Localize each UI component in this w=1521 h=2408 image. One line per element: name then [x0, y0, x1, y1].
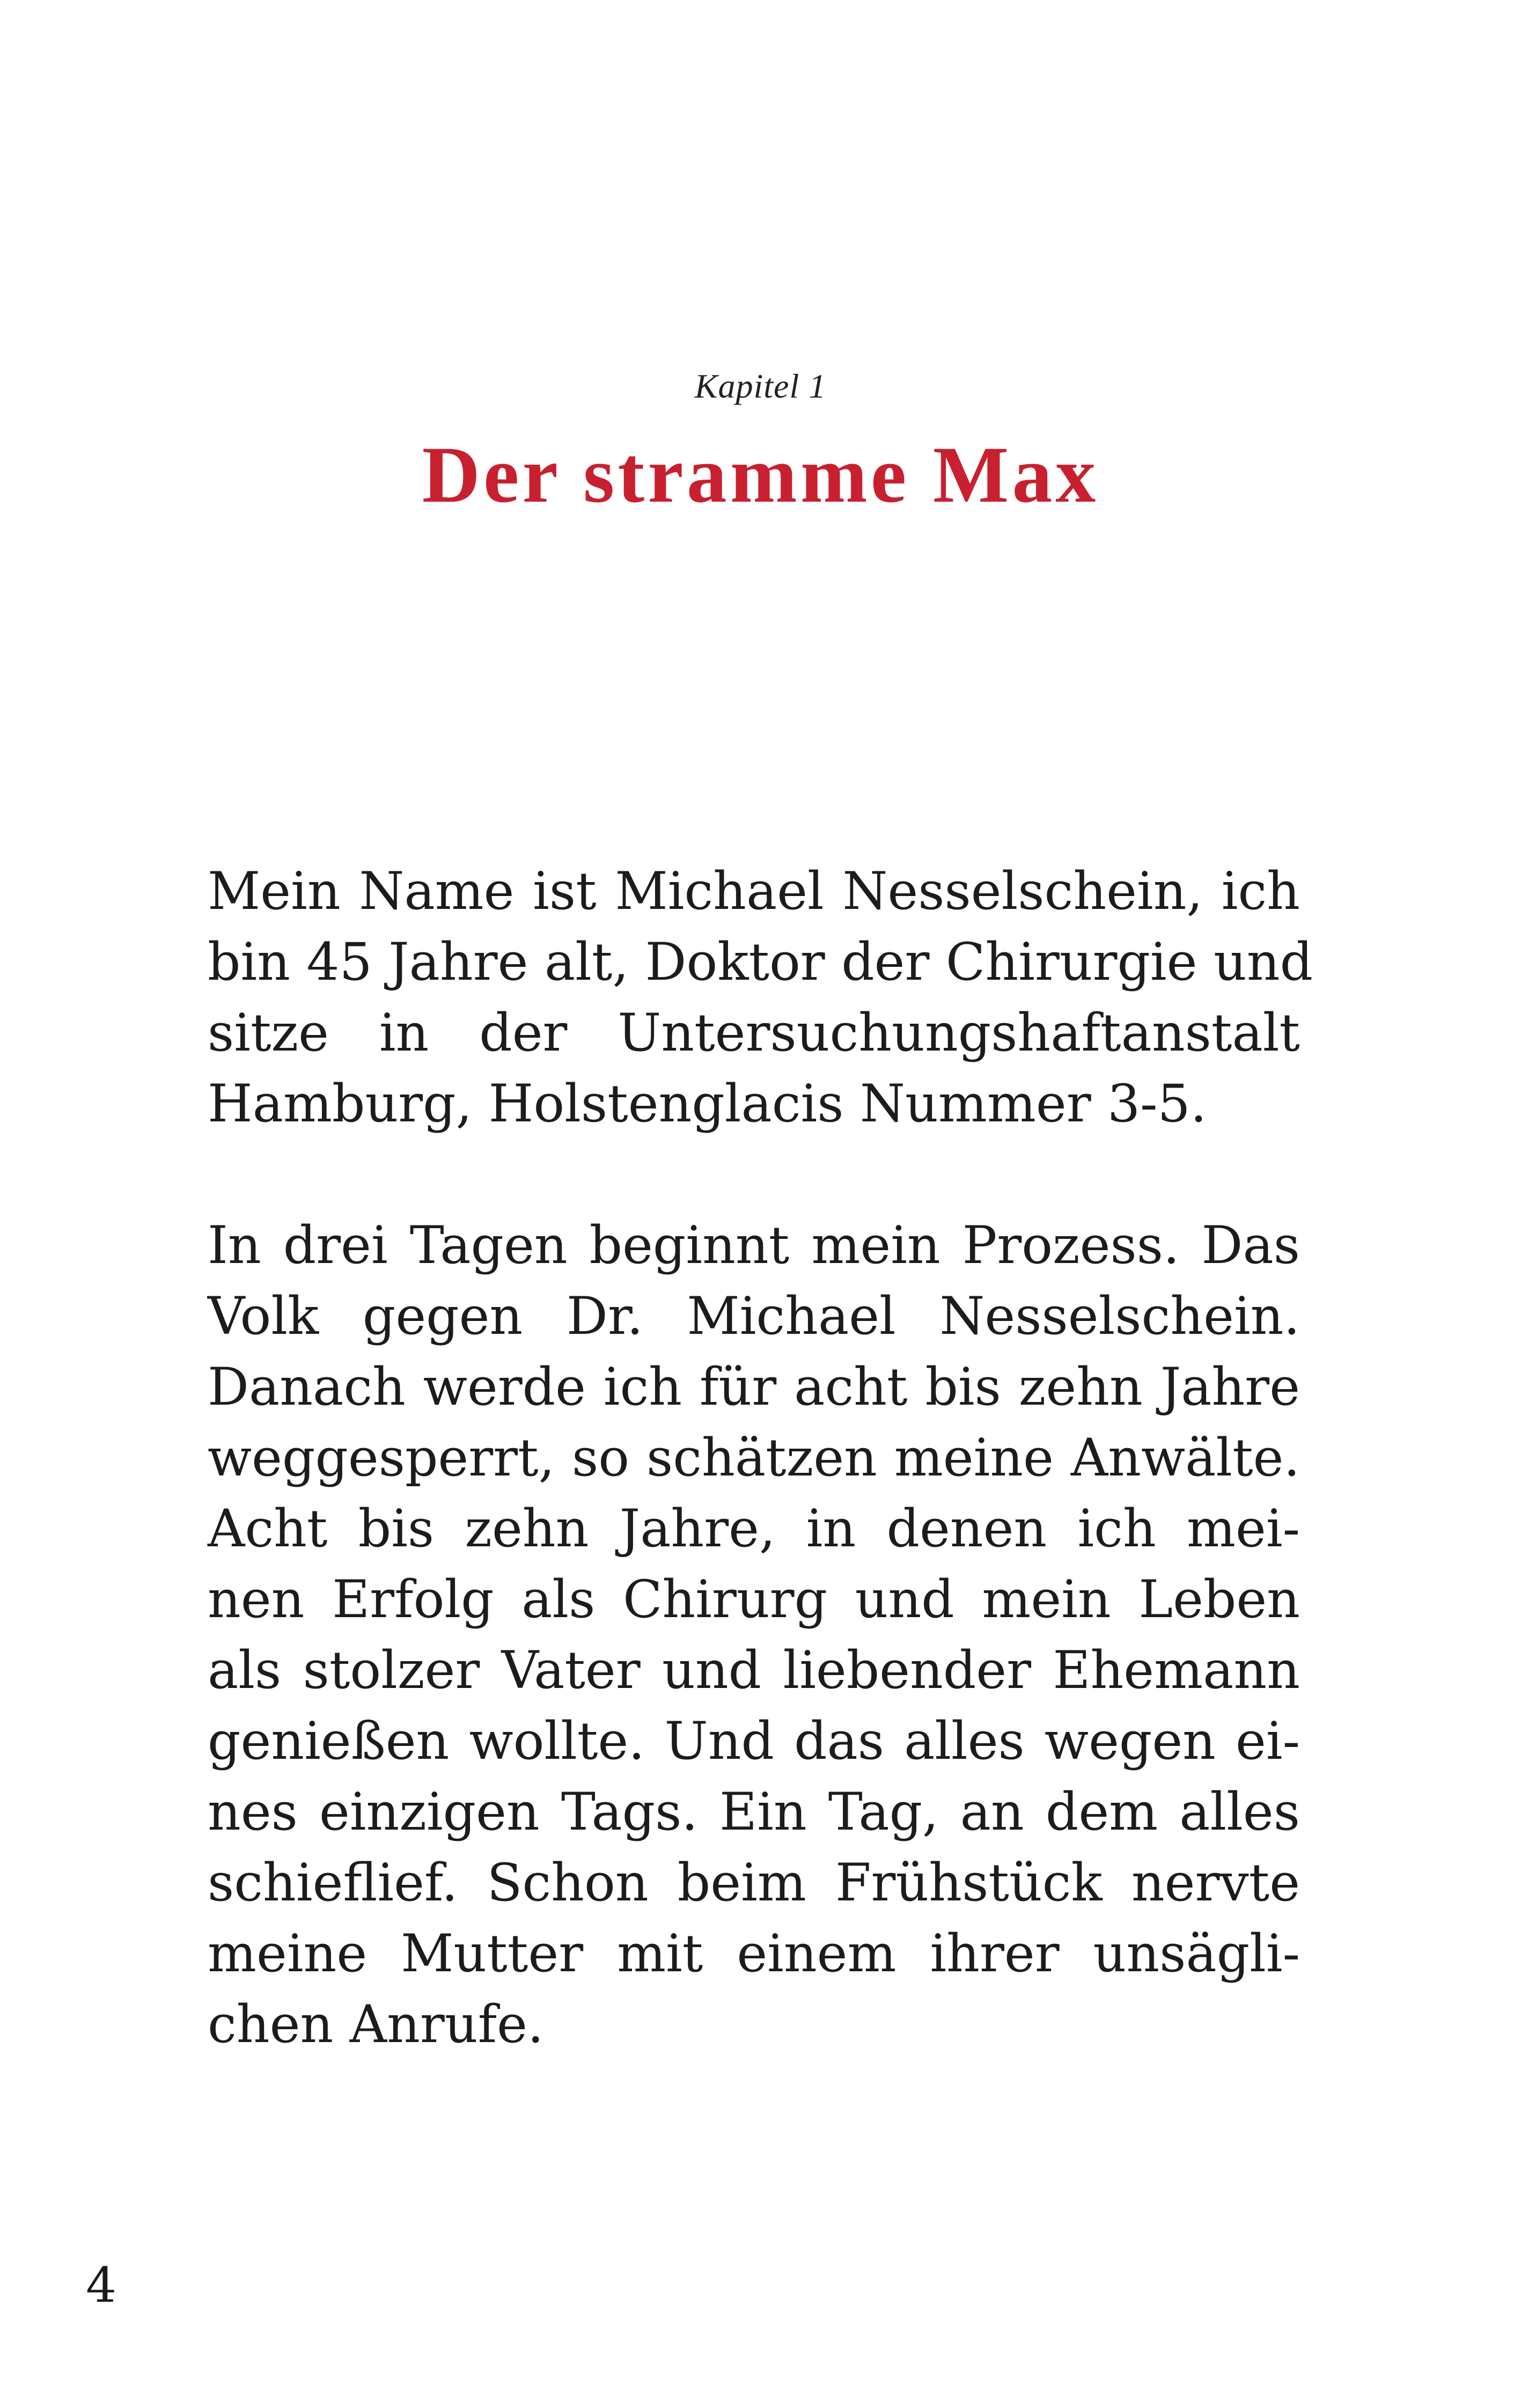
text-line: Danach werde ich für acht bis zehn Jahre [208, 1357, 1300, 1417]
text-line: meine Mutter mit einem ihrer unsägli- [208, 1924, 1300, 1984]
text-line: chen Anrufe. [208, 1994, 544, 2054]
text-line: bin 45 Jahre alt, Doktor der Chirurgie und [208, 932, 1313, 992]
text-line: In drei Tagen beginnt mein Prozess. Das [208, 1215, 1300, 1275]
paragraph-1 [208, 856, 1313, 1139]
chapter-title: Der stramme Max [422, 430, 1099, 519]
text-line: Mein Name ist Michael Nesselschein, ich [208, 861, 1300, 921]
chapter-label: Kapitel 1 [694, 367, 827, 405]
text-line: Hamburg, Holstenglacis Nummer 3-5. [208, 1074, 1207, 1134]
text-line: weggesperrt, so schätzen meine Anwälte. [208, 1428, 1300, 1488]
text-line: nes einzigen Tags. Ein Tag, an dem alles [208, 1782, 1300, 1842]
text-line: Acht bis zehn Jahre, in denen ich mei- [208, 1499, 1300, 1559]
text-line: nen Erfolg als Chirurg und mein Leben [208, 1569, 1300, 1629]
text-line: genießen wollte. Und das alles wegen ei- [208, 1711, 1300, 1771]
page-number: 4 [86, 2257, 117, 2314]
body-text [208, 856, 1313, 2060]
text-line: sitze in der Untersuchungshaftanstalt [208, 1003, 1300, 1063]
text-line: Volk gegen Dr. Michael Nesselschein. [208, 1286, 1300, 1346]
paragraph-gap [208, 1139, 1300, 1210]
text-line: als stolzer Vater und liebender Ehemann [208, 1640, 1300, 1700]
text-line: schieflief. Schon beim Frühstück nervte [208, 1853, 1300, 1913]
paragraph-2 [208, 1210, 1300, 2060]
